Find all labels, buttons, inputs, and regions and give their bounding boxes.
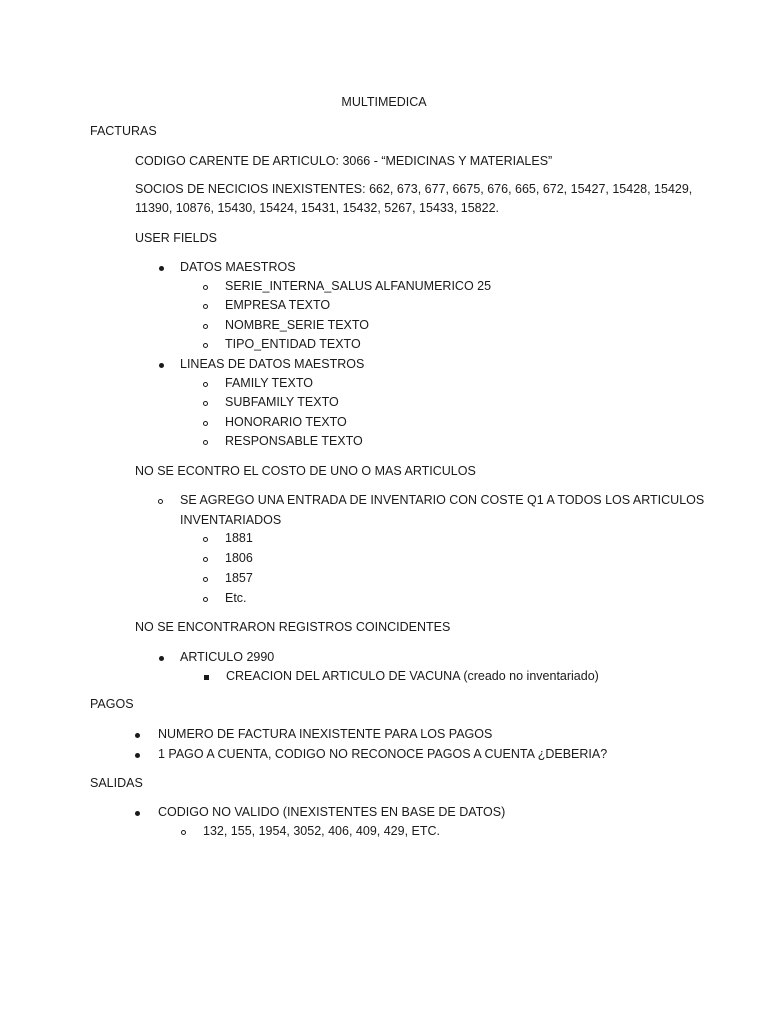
bullet-dot-icon [159,356,164,372]
bullet-dot-icon [135,804,140,820]
bullet-circle-icon [203,433,208,449]
bullet-circle-icon [203,590,208,606]
list-subitem: 1881 [225,531,253,545]
list-subitem: EMPRESA TEXTO [225,298,331,312]
list-subitem: RESPONSABLE TEXTO [225,434,363,448]
bullet-dot-icon [159,259,164,275]
section-heading-pagos: PAGOS [90,697,134,711]
list-subitem-salidas: 132, 155, 1954, 3052, 406, 409, 429, ETC. [203,824,440,838]
bullet-circle-icon [181,823,186,839]
section-heading-salidas: SALIDAS [90,776,143,790]
list-subitem: 1806 [225,551,253,565]
bullet-circle-icon [203,414,208,430]
list-subitem-creacion: CREACION DEL ARTICULO DE VACUNA (creado no inventariado) [226,669,599,683]
list-item-salidas: CODIGO NO VALIDO (INEXISTENTES EN BASE DE DATOS) [158,805,506,819]
document-title: MULTIMEDICA [341,95,427,109]
socios-text-line-2: 11390, 10876, 15430, 15424, 15431, 15432, 5267, 15433, 15822. [135,201,499,215]
bullet-circle-icon [203,278,208,294]
list-item-pago: 1 PAGO A CUENTA, CODIGO NO RECONOCE PAGOS A CUENTA ¿DEBERIA? [158,747,608,761]
list-subitem: SUBFAMILY TEXTO [225,395,339,409]
no-registros-text: NO SE ENCONTRARON REGISTROS COINCIDENTES [135,620,451,634]
list-subitem: 1857 [225,571,253,585]
bullet-circle-icon [158,492,163,508]
bullet-dot-icon [135,726,140,742]
bullet-circle-icon [203,375,208,391]
section-heading-facturas: FACTURAS [90,124,157,138]
list-item-pago: NUMERO DE FACTURA INEXISTENTE PARA LOS PAGOS [158,727,493,741]
agrego-text-line-2: INVENTARIADOS [180,513,282,527]
bullet-circle-icon [203,297,208,313]
bullet-circle-icon [203,317,208,333]
codigo-carente-text: CODIGO CARENTE DE ARTICULO: 3066 - “MEDICINAS Y MATERIALES” [135,154,553,168]
agrego-text-line-1: SE AGREGO UNA ENTRADA DE INVENTARIO CON COSTE Q1 A TODOS LOS ARTICULOS [180,493,705,507]
bullet-circle-icon [203,530,208,546]
list-item-datos-maestros: DATOS MAESTROS [180,260,296,274]
bullet-circle-icon [203,570,208,586]
bullet-circle-icon [203,394,208,410]
list-subitem: FAMILY TEXTO [225,376,313,390]
list-subitem: TIPO_ENTIDAD TEXTO [225,337,361,351]
user-fields-heading: USER FIELDS [135,231,217,245]
list-subitem: NOMBRE_SERIE TEXTO [225,318,370,332]
bullet-dot-icon [135,746,140,762]
bullet-circle-icon [203,550,208,566]
bullet-dot-icon [159,649,164,665]
list-subitem: HONORARIO TEXTO [225,415,347,429]
bullet-square-icon [204,668,209,684]
list-subitem: Etc. [225,591,247,605]
bullet-circle-icon [203,336,208,352]
no-costo-text: NO SE ECONTRO EL COSTO DE UNO O MAS ARTICULOS [135,464,476,478]
socios-text-line-1: SOCIOS DE NECICIOS INEXISTENTES: 662, 673, 677, 6675, 676, 665, 672, 15427, 15428, 15429, [135,182,693,196]
list-subitem: SERIE_INTERNA_SALUS ALFANUMERICO 25 [225,279,492,293]
list-item-articulo: ARTICULO 2990 [180,650,275,664]
list-item-lineas: LINEAS DE DATOS MAESTROS [180,357,365,371]
